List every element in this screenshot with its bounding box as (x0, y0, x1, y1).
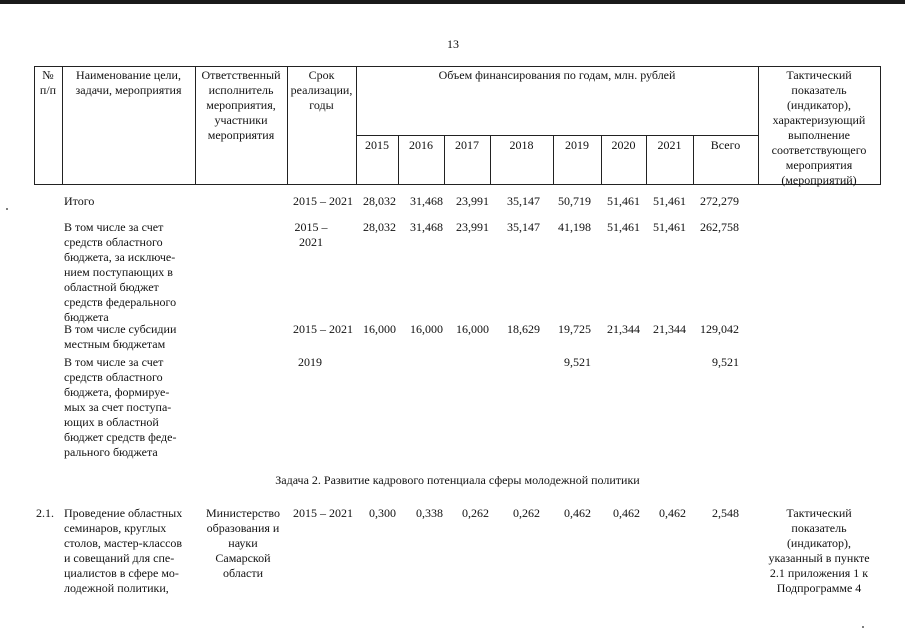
header-year: 2016 (409, 138, 433, 152)
row-value: 35,147 (507, 194, 540, 208)
row-value: 16,000 (363, 322, 396, 336)
row-value: 0,262 (513, 506, 540, 520)
header-num: № п/п (39, 68, 57, 97)
row-value: 9,521 (564, 355, 591, 369)
row-value: 0,462 (659, 506, 686, 520)
row-period: 2015 – 2021 (294, 220, 328, 249)
row-value: 16,000 (456, 322, 489, 336)
row-value: 21,344 (607, 322, 640, 336)
header-period: Срок реализации, годы (290, 68, 353, 112)
row-value: 0,462 (564, 506, 591, 520)
row-value: 16,000 (410, 322, 443, 336)
header-name: Наименование цели, задачи, мероприятия (75, 68, 182, 97)
row-name: Итого (64, 194, 95, 208)
row-value: 28,032 (363, 194, 396, 208)
row-value: 51,461 (653, 194, 686, 208)
row-value: 23,991 (456, 220, 489, 234)
row-executor: Министерство образования и науки Самарской области (206, 506, 280, 580)
row-total: 272,279 (700, 194, 739, 208)
row-period: 2015 – 2021 (293, 194, 353, 208)
row-value: 41,198 (558, 220, 591, 234)
row-value: 18,629 (507, 322, 540, 336)
row-name: В том числе за счет средств областного бюджета, формируе- мых за счет поступа- ющих в областной бюджет средств феде- рального бюджета (64, 355, 177, 459)
row-value: 50,719 (558, 194, 591, 208)
row-name: В том числе субсидии местным бюджетам (64, 322, 177, 351)
header-year: 2021 (657, 138, 682, 152)
scan-speck (862, 626, 864, 628)
row-indicator: Тактический показатель (индикатор), указанный в пункте 2.1 приложения 1 к Подпрограмме 4 (768, 506, 870, 595)
row-period: 2019 (298, 355, 322, 369)
header-year: 2018 (509, 138, 534, 152)
row-value: 0,262 (462, 506, 489, 520)
task-heading: Задача 2. Развитие кадрового потенциала сферы молодежной политики (275, 473, 640, 487)
scan-speck (6, 208, 8, 210)
row-total: 2,548 (712, 506, 739, 520)
row-value: 35,147 (507, 220, 540, 234)
row-total: 262,758 (700, 220, 739, 234)
row-period: 2015 – 2021 (293, 322, 353, 336)
row-value: 23,991 (456, 194, 489, 208)
header-indicator: Тактический показатель (индикатор), характеризующий выполнение соответствующего мероприятия (мероприятий) (771, 68, 867, 187)
header-year: 2015 (365, 138, 389, 152)
row-period: 2015 – 2021 (293, 506, 353, 520)
page-number: 13 (447, 37, 459, 51)
header-year: 2020 (611, 138, 636, 152)
header-year: 2017 (455, 138, 479, 152)
row-value: 0,338 (416, 506, 443, 520)
header-funding: Объем финансирования по годам, млн. рублей (438, 68, 676, 82)
row-value: 0,462 (613, 506, 640, 520)
row-value: 21,344 (653, 322, 686, 336)
row-value: 31,468 (410, 220, 443, 234)
item-number: 2.1. (36, 506, 54, 520)
row-value: 51,461 (653, 220, 686, 234)
row-value: 0,300 (369, 506, 396, 520)
header-executor: Ответственный исполнитель мероприятия, участники мероприятия (201, 68, 281, 142)
row-value: 51,461 (607, 220, 640, 234)
row-value: 19,725 (558, 322, 591, 336)
row-name: В том числе за счет средств областного бюджета, за исключе- нием поступающих в областной бюджет средств федерального бюджета (64, 220, 177, 324)
row-total: 9,521 (712, 355, 739, 369)
row-value: 51,461 (607, 194, 640, 208)
scan-top-border (0, 0, 905, 4)
row-value: 31,468 (410, 194, 443, 208)
row-value: 28,032 (363, 220, 396, 234)
row-total: 129,042 (700, 322, 739, 336)
header-year-total: Всего (710, 138, 741, 152)
header-year: 2019 (565, 138, 589, 152)
row-name: Проведение областных семинаров, круглых столов, мастер-классов и совещаний для спе- циалистов в сфере мо- лодежной политики, (64, 506, 183, 595)
